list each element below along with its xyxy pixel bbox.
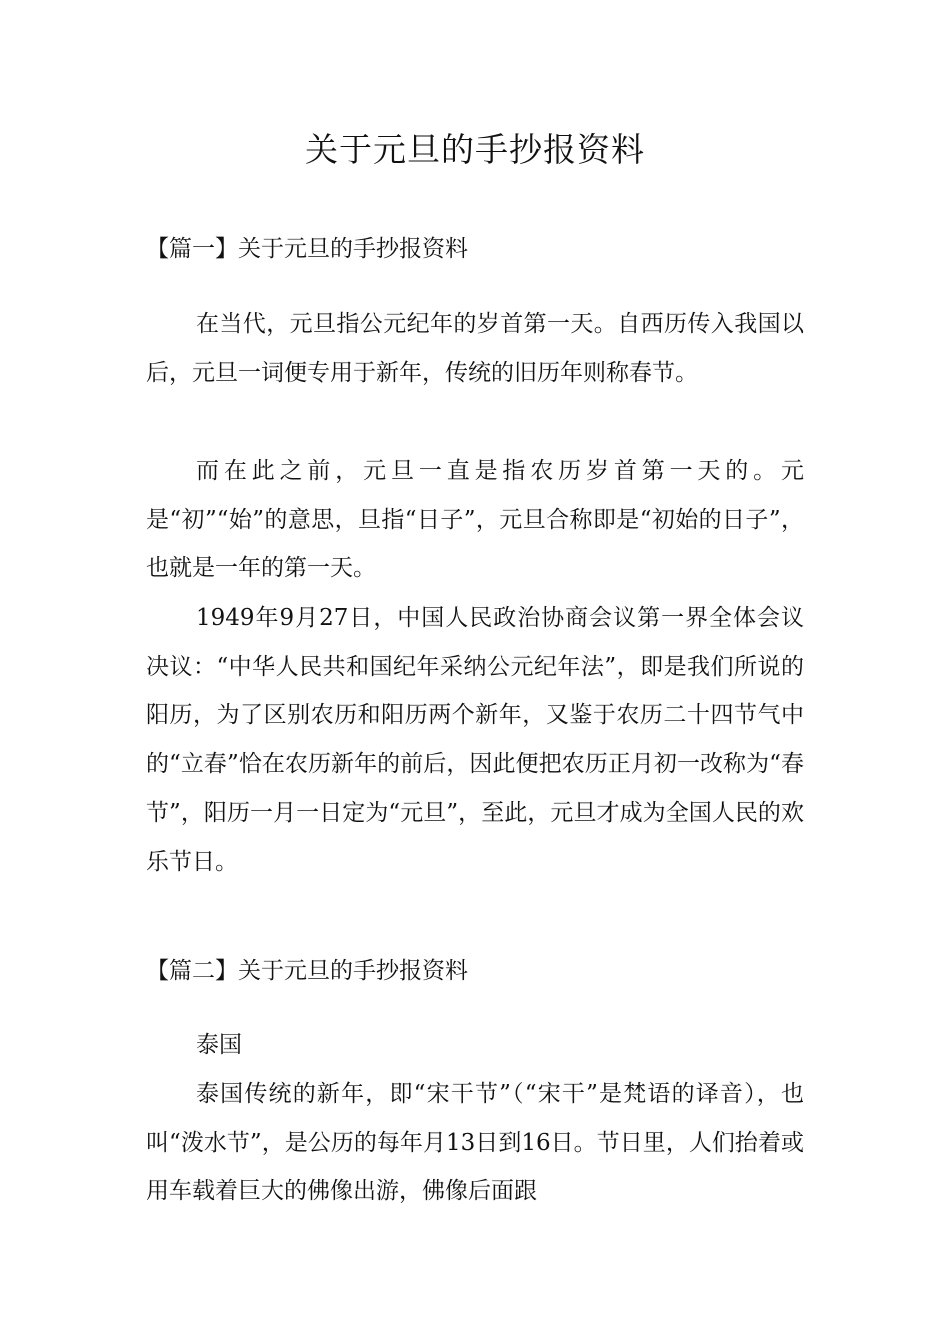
document-title: 关于元旦的手抄报资料 xyxy=(305,130,645,169)
paragraph: 而在此之前，元旦一直是指农历岁首第一天的。元是“初”“始”的意思，旦指“日子”，元旦合称即是“初始的日子”，也就是一年的第一天。 xyxy=(146,458,804,582)
paragraph: 在当代，元旦指公元纪年的岁首第一天。自西历传入我国以后，元旦一词便专用于新年，传统的旧历年则称春节。 xyxy=(146,311,804,386)
paragraph: 泰国 xyxy=(196,1032,242,1058)
section-heading-2: 【篇二】关于元旦的手抄报资料 xyxy=(146,958,468,984)
paragraph: 1949年9月27日，中国人民政治协商会议第一界全体会议决议：“中华人民共和国纪年采纳公元纪年法”，即是我们所说的阳历，为了区别农历和阳历两个新年，又鉴于农历二十四节气中的“立春”恰在农历新年的前后，因此便把农历正月初一改称为“春节”，阳历一月一日定为“元旦”，至此，元旦才成为全国人民的欢乐节日。 xyxy=(146,605,804,875)
section-heading-1: 【篇一】关于元旦的手抄报资料 xyxy=(146,236,468,262)
paragraph: 泰国传统的新年，即“宋干节”（“宋干”是梵语的译音），也叫“泼水节”，是公历的每年月13日到16日。节日里，人们抬着或用车载着巨大的佛像出游，佛像后面跟 xyxy=(146,1081,804,1205)
